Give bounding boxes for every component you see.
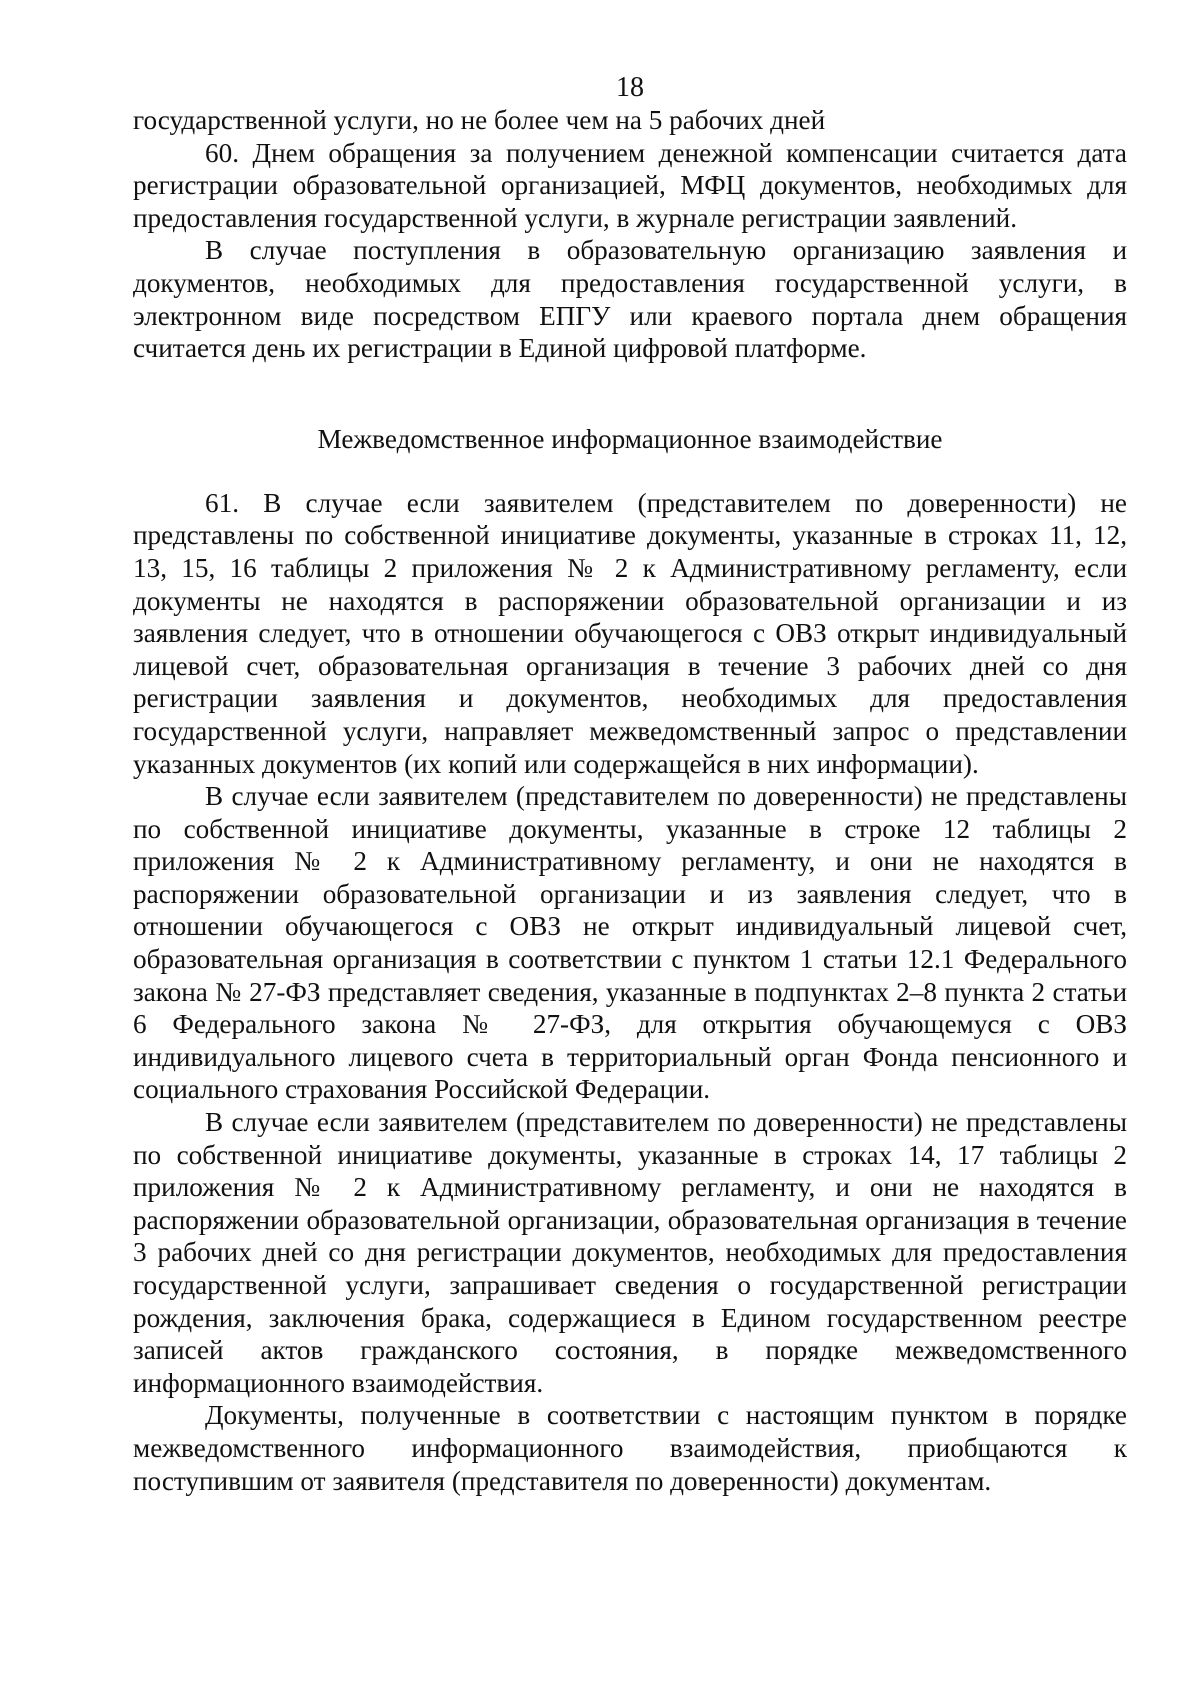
paragraph-individual-account: В случае если заявителем (представителем по доверенности) не представлены по собственной инициативе документы, указанные в строке 12 таблицы 2 приложения № 2 к Административному регламенту, и они не находятся в распоряжении образовательной организации и из заявления следует, что в отношении обучающегося с ОВЗ не открыт индивидуальный лицевой счет, образовательная организация в соответствии с пунктом 1 статьи 12.1 Федерального закона № 27-ФЗ представляет сведения, указанные в подпунктах 2–8 пункта 2 статьи 6 Федерального закона № 27-ФЗ, для открытия обучающемуся с ОВЗ индивидуального лицевого счета в территориальный орган Фонда пенсионного и социального страхования Российской Федерации. <box>133 781 1127 1105</box>
paragraph-item-61: 61. В случае если заявителем (представителем по доверенности) не представлены по собственной инициативе документы, указанные в строках 11, 12, 13, 15, 16 таблицы 2 приложения № 2 к Административному регламенту, если документы не находятся в распоряжении образовательной организации и из заявления следует, что в отношении обучающегося с ОВЗ открыт индивидуальный лицевой счет, образовательная организация в течение 3 рабочих дней со дня регистрации заявления и документов, необходимых для предоставления государственной услуги, направляет межведомственный запрос о представлении указанных документов (их копий или содержащейся в них информации). <box>133 487 1127 779</box>
paragraph-item-60: 60. Днем обращения за получением денежной компенсации считается дата регистрации образовательной организацией, МФЦ документов, необходимых для предоставления государственной услуги, в журнале регистрации заявлений. <box>133 137 1127 233</box>
paragraph-continuation: государственной услуги, но не более чем на 5 рабочих дней <box>133 105 826 135</box>
section-heading: Межведомственное информационное взаимодействие <box>317 423 943 454</box>
page-number: 18 <box>616 72 644 103</box>
paragraph-civil-registry: В случае если заявителем (представителем по доверенности) не представлены по собственной инициативе документы, указанные в строках 14, 17 таблицы 2 приложения № 2 к Административному регламенту, и они не находятся в распоряжении образовательной организации, образовательная организация в течение 3 рабочих дней со дня регистрации документов, необходимых для предоставления государственной услуги, запрашивает сведения о государственной регистрации рождения, заключения брака, содержащиеся в Едином государственном реестре записей актов гражданского состояния, в порядке межведомственного информационного взаимодействия. <box>133 1107 1127 1398</box>
document-page <box>133 60 1127 1497</box>
paragraph-electronic-submission: В случае поступления в образовательную организацию заявления и документов, необходимых для предоставления государственной услуги, в электронном виде посредством ЕПГУ или краевого портала днем обращения считается день их регистрации в Единой цифровой платформе. <box>133 235 1127 364</box>
paragraph-documents-attached: Документы, полученные в соответствии с настоящим пунктом в порядке межведомственного информационного взаимодействия, приобщаются к поступившим от заявителя (представителя по доверенности) документам. <box>133 1400 1127 1496</box>
